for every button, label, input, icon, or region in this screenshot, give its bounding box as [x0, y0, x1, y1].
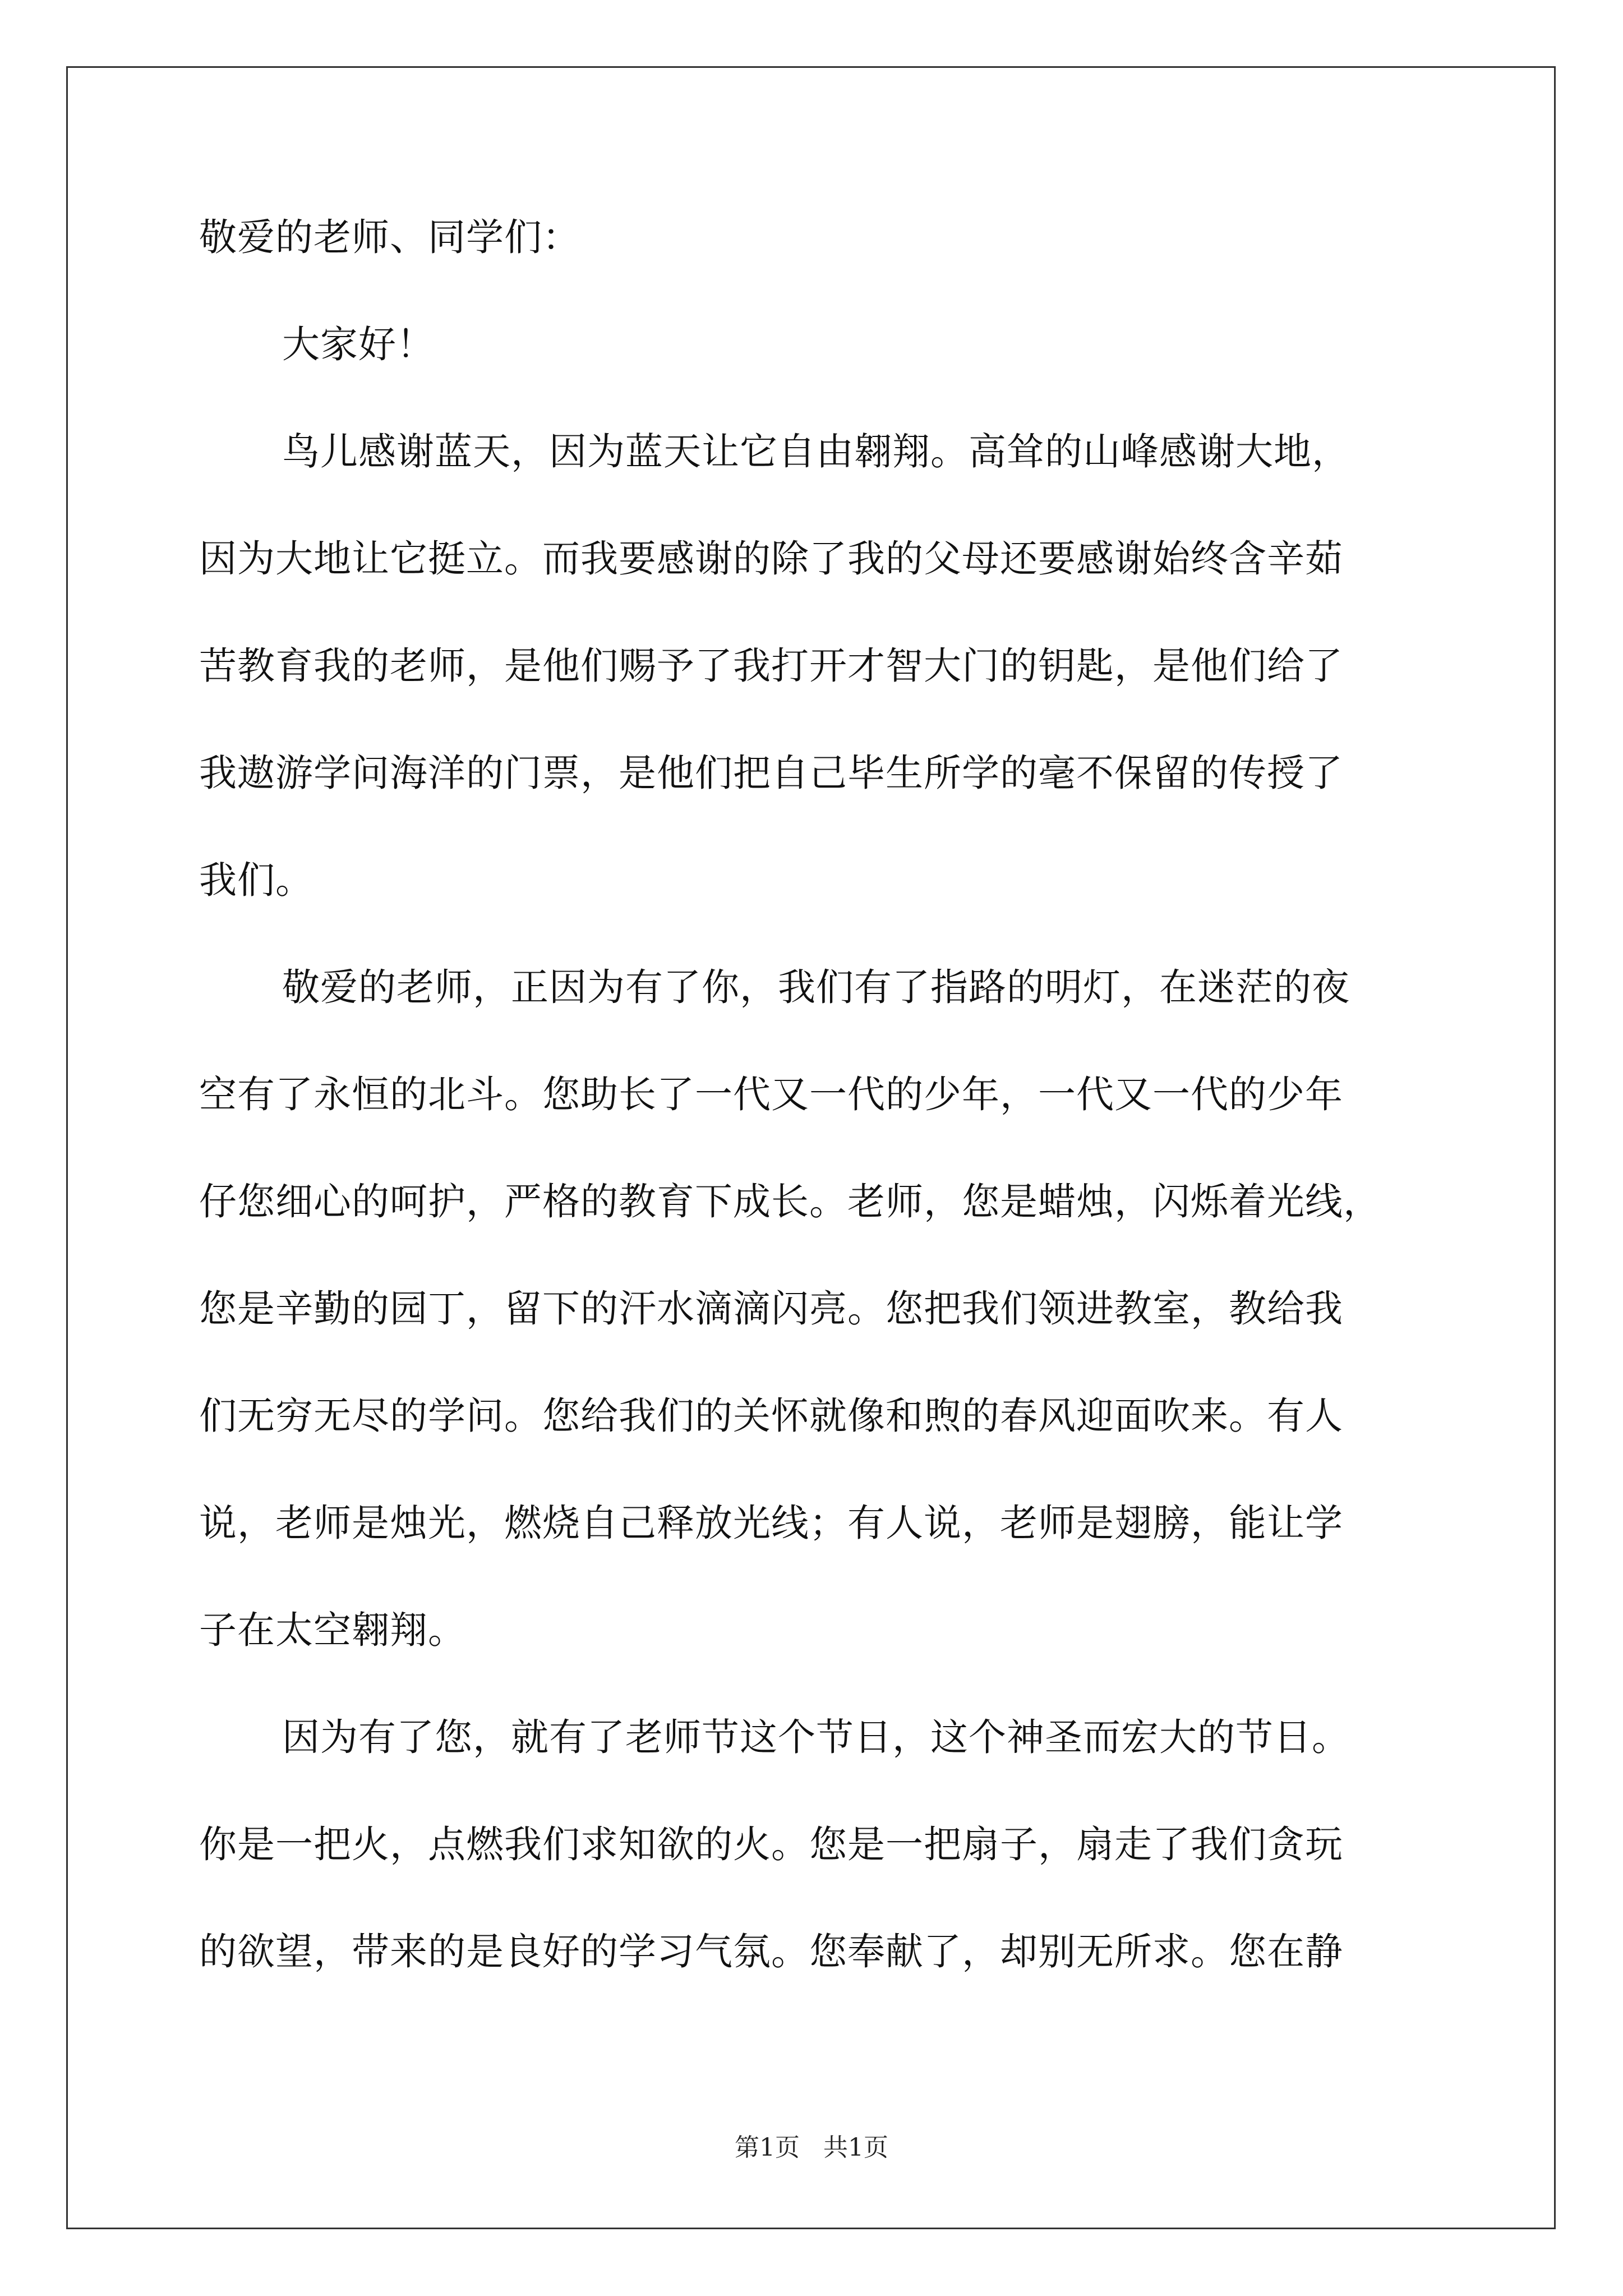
text-line: 们无穷无尽的学问。您给我们的关怀就像和煦的春风迎面吹来。有人 — [199, 1394, 1343, 1438]
text-line: 您是辛勤的园丁，留下的汗水滴滴闪亮。您把我们领进教室，教给我 — [199, 1287, 1343, 1331]
text-line: 敬爱的老师，正因为有了你，我们有了指路的明灯，在迷茫的夜 — [282, 965, 1350, 1009]
text-line: 你是一把火，点燃我们求知欲的火。您是一把扇子，扇走了我们贪玩 — [199, 1823, 1343, 1866]
text-line: 空有了永恒的北斗。您助长了一代又一代的少年，一代又一代的少年 — [199, 1073, 1343, 1116]
text-line: 子在太空翱翔。 — [199, 1608, 466, 1652]
text-line: 我们。 — [199, 858, 313, 902]
text-line: 大家好！ — [282, 323, 435, 366]
page-footer: 第1页 共1页 — [735, 2133, 888, 2162]
text-line: 苦教育我的老师，是他们赐予了我打开才智大门的钥匙，是他们给了 — [199, 644, 1343, 688]
text-line: 因为大地让它挺立。而我要感谢的除了我的父母还要感谢始终含辛茹 — [199, 537, 1343, 581]
salutation: 敬爱的老师、同学们： — [199, 215, 580, 259]
text-line: 鸟儿感谢蓝天，因为蓝天让它自由翱翔。高耸的山峰感谢大地， — [282, 430, 1350, 473]
text-line: 仔您细心的呵护，严格的教育下成长。老师，您是蜡烛，闪烁着光线， — [199, 1180, 1381, 1223]
document-body — [199, 215, 1433, 2040]
text-line: 说，老师是烛光，燃烧自己释放光线；有人说，老师是翅膀，能让学 — [199, 1501, 1343, 1545]
text-line: 因为有了您，就有了老师节这个节日，这个神圣而宏大的节日。 — [282, 1715, 1350, 1759]
text-line: 的欲望，带来的是良好的学习气氛。您奉献了，却别无所求。您在静 — [199, 1930, 1343, 1973]
text-line: 我遨游学问海洋的门票，是他们把自己毕生所学的毫不保留的传授了 — [199, 751, 1343, 795]
document-lines — [199, 323, 1433, 1973]
